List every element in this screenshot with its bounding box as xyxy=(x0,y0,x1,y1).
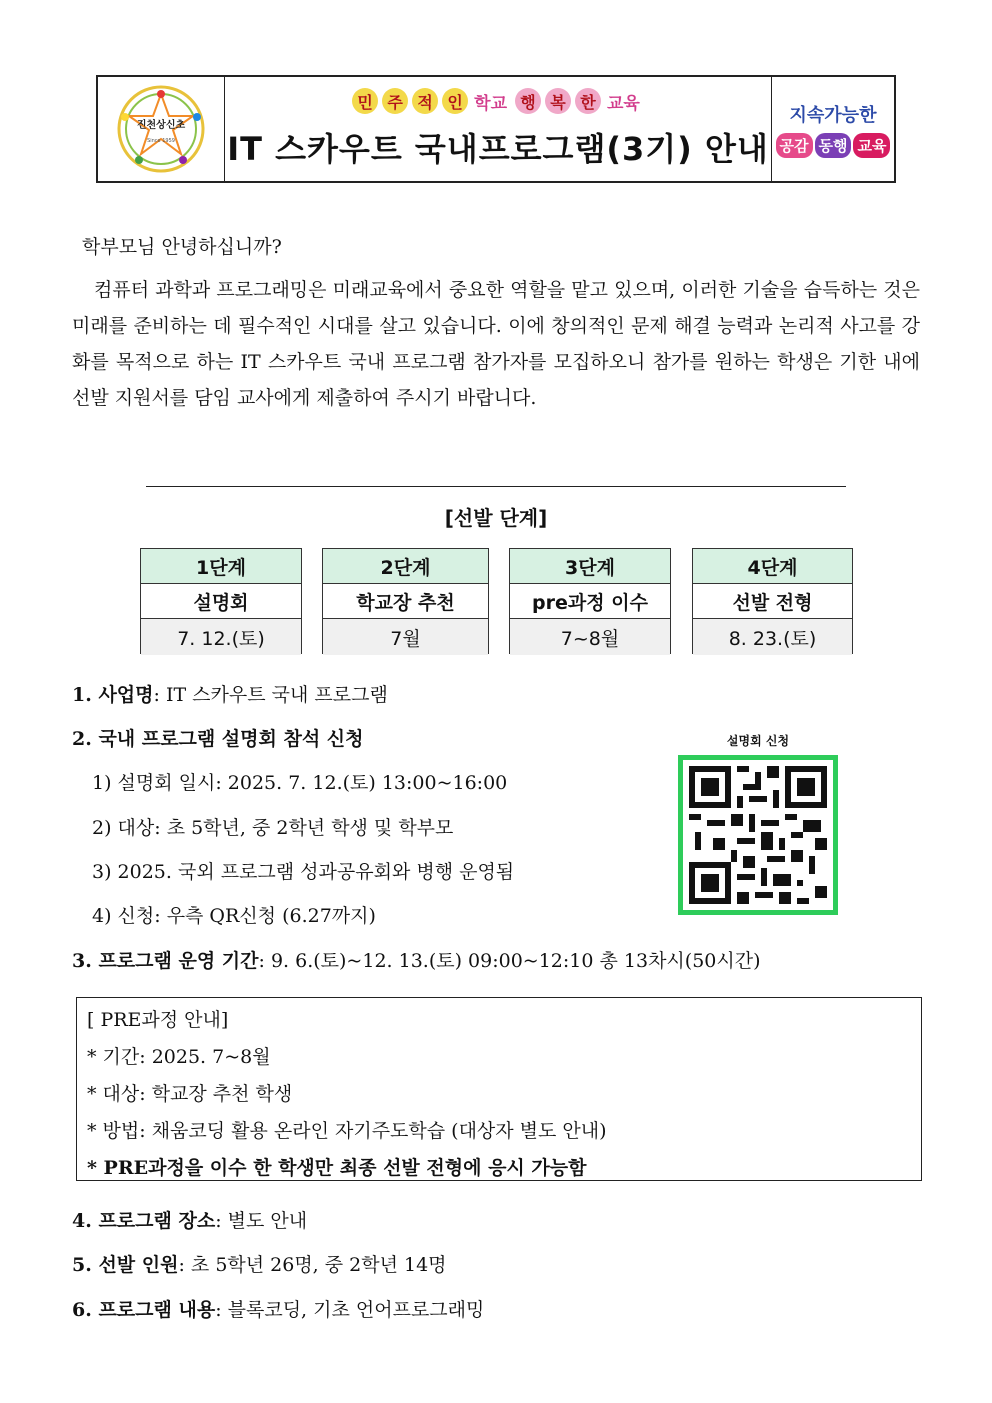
slogan-char: 적 xyxy=(412,88,438,114)
school-logo-text: 진천상신초 xyxy=(136,120,186,131)
document-title: IT 스카우트 국내프로그램(3기) 안내 xyxy=(227,130,769,168)
item-value: : 별도 안내 xyxy=(215,1210,308,1232)
school-logo-since: Since 1959 xyxy=(147,138,175,144)
education-logo-word: 교육 xyxy=(853,133,890,158)
item-label: 5. 선발 인원 xyxy=(72,1254,179,1276)
item-label: 2. 국내 프로그램 설명회 참석 신청 xyxy=(72,728,364,750)
slogan-char: 인 xyxy=(442,88,468,114)
education-logo-word: 공감 xyxy=(776,133,813,158)
qr-label: 설명회 신청 xyxy=(726,734,790,748)
step-card xyxy=(322,548,489,654)
item-value: : 초 5학년 26명, 중 2학년 14명 xyxy=(178,1254,447,1276)
item-5 xyxy=(72,1250,447,1277)
pre-course-box xyxy=(76,997,922,1181)
step-name: 설명회 xyxy=(141,584,301,619)
slogan-suffix: 학교 xyxy=(474,93,507,114)
pre-box-bold-line: * PRE과정을 이수 한 학생만 최종 선발 전형에 응시 가능함 xyxy=(87,1157,587,1179)
pre-box-line: * 기간: 2025. 7~8월 xyxy=(87,1046,271,1068)
step-card xyxy=(692,548,853,654)
item-3 xyxy=(72,946,761,973)
item-6 xyxy=(72,1295,484,1322)
slogan-suffix: 교육 xyxy=(607,93,640,114)
item-2-sub: 3) 2025. 국외 프로그램 성과공유회와 병행 운영됨 xyxy=(92,861,515,883)
pre-box-line: * 방법: 채움코딩 활용 온라인 자기주도학습 (대상자 별도 안내) xyxy=(87,1120,607,1142)
school-logo-cell xyxy=(98,77,225,181)
step-number: 1단계 xyxy=(141,549,301,584)
step-date: 7~8월 xyxy=(510,619,670,655)
item-value: : 9. 6.(토)~12. 13.(토) 09:00~12:10 총 13차시(50시간) xyxy=(258,950,761,972)
step-name: 학교장 추천 xyxy=(323,584,488,619)
education-logo-top: 지속가능한 xyxy=(789,104,877,126)
step-name: 선발 전형 xyxy=(693,584,852,619)
item-1 xyxy=(72,680,388,707)
step-card xyxy=(509,548,671,654)
divider xyxy=(146,486,846,487)
slogan-char: 민 xyxy=(352,88,378,114)
item-4 xyxy=(72,1206,307,1233)
slogan-char: 한 xyxy=(575,88,601,114)
pre-box-title: [ PRE과정 안내] xyxy=(87,1009,229,1031)
item-2-sub: 2) 대상: 초 5학년, 중 2학년 학생 및 학부모 xyxy=(92,817,454,839)
header-title-cell xyxy=(225,77,771,181)
greeting: 학부모님 안녕하십니까? xyxy=(82,236,282,258)
step-name: pre과정 이수 xyxy=(510,584,670,619)
item-label: 3. 프로그램 운영 기간 xyxy=(72,950,259,972)
steps-heading: [선발 단계] xyxy=(444,506,548,530)
item-label: 6. 프로그램 내용 xyxy=(72,1299,216,1321)
step-number: 4단계 xyxy=(693,549,852,584)
school-logo-icon xyxy=(111,84,211,174)
step-date: 7. 12.(토) xyxy=(141,619,301,655)
qr-code[interactable] xyxy=(678,755,838,915)
item-value: : 블록코딩, 기초 언어프로그래밍 xyxy=(215,1299,485,1321)
step-card xyxy=(140,548,302,654)
item-2-sub: 1) 설명회 일시: 2025. 7. 12.(토) 13:00~16:00 xyxy=(92,772,508,794)
item-2-sub: 4) 신청: 우측 QR신청 (6.27까지) xyxy=(92,905,376,927)
item-label: 1. 사업명 xyxy=(72,684,154,706)
item-label: 4. 프로그램 장소 xyxy=(72,1210,216,1232)
item-2 xyxy=(72,724,364,751)
intro-paragraph: 컴퓨터 과학과 프로그래밍은 미래교육에서 중요한 역할을 맡고 있으며, 이러한 기술을 습득하는 것은 미래를 준비하는 데 필수적인 시대를 살고 있습니다. 이에 창의적인 문제 해결 능력과 논리적 사고를 강화를 목적으로 하는 IT 스카우트 국내 프로그램 참가자를 모집하오니 참가를 원하는 학생은 기한 내에 선발 지원서를 담임 교사에게 제출하여 주시기 바랍니다. xyxy=(72,279,920,409)
qr-code-icon xyxy=(683,760,833,910)
education-logo-bottom xyxy=(776,133,891,158)
education-logo-cell xyxy=(771,77,894,181)
step-date: 7월 xyxy=(323,619,488,655)
header-box xyxy=(96,75,896,183)
education-logo-word: 동행 xyxy=(815,133,852,158)
slogan-char: 복 xyxy=(545,88,571,114)
slogan-char: 행 xyxy=(515,88,541,114)
step-number: 2단계 xyxy=(323,549,488,584)
step-number: 3단계 xyxy=(510,549,670,584)
slogan xyxy=(352,88,644,114)
item-value: : IT 스카우트 국내 프로그램 xyxy=(153,684,388,706)
pre-box-line: * 대상: 학교장 추천 학생 xyxy=(87,1083,293,1105)
step-date: 8. 23.(토) xyxy=(693,619,852,655)
slogan-char: 주 xyxy=(382,88,408,114)
